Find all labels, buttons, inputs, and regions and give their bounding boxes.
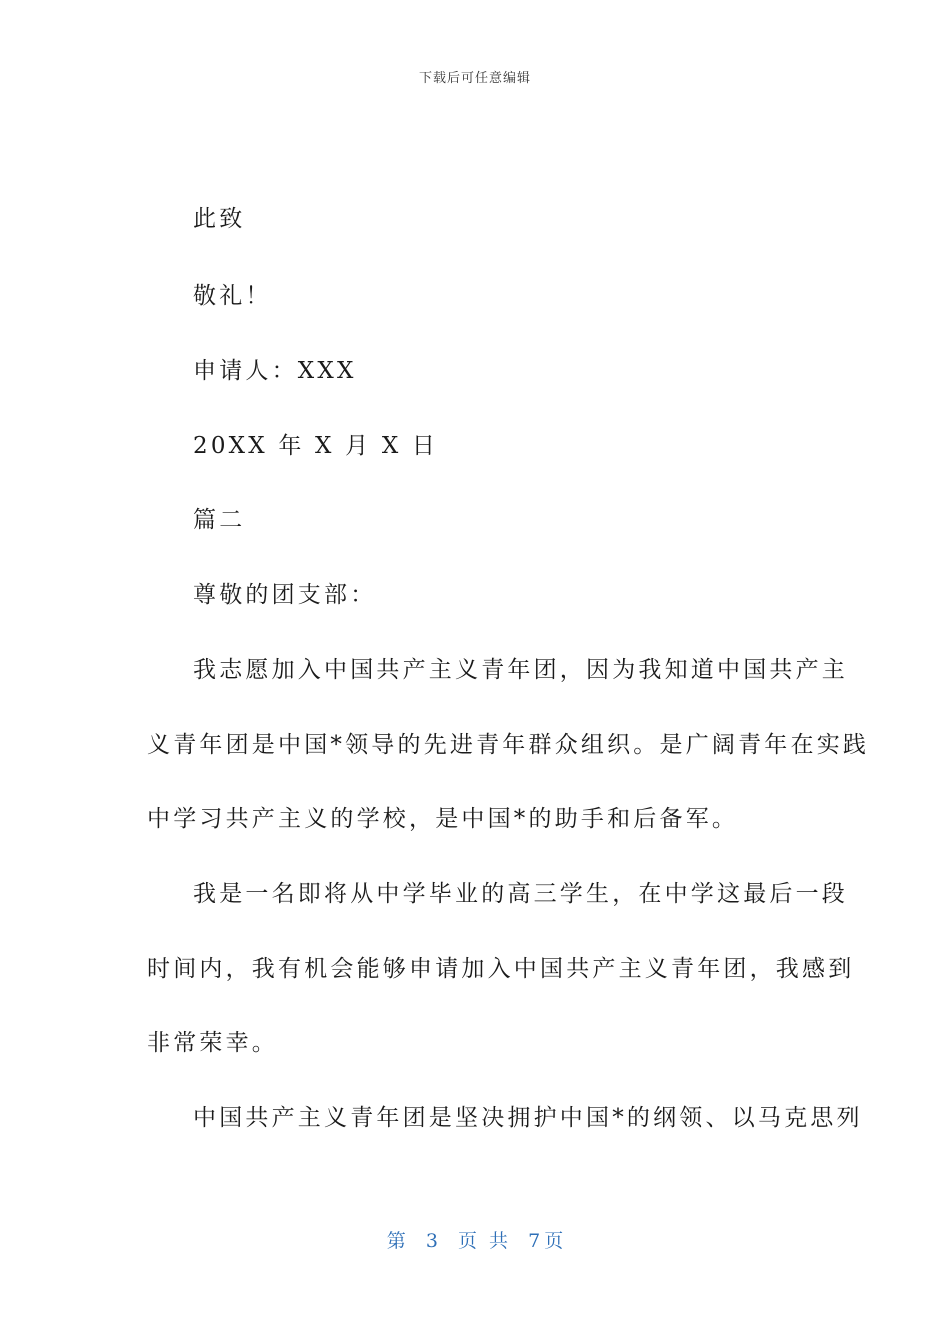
total-pages-number: 7 [528,1230,541,1252]
page-label-suffix: 页 [544,1230,564,1252]
addressee-line: 尊敬的团支部： [193,582,377,608]
page-label-mid: 页 共 [458,1230,509,1252]
current-page-number: 3 [425,1230,438,1252]
page-number-footer [0,1226,950,1253]
section-heading: 篇二 [193,507,246,533]
paragraph-line: 义青年团是中国*领导的先进青年群众组织。是广阔青年在实践 [147,732,870,758]
header-note: 下载后可任意编辑 [418,71,531,86]
paragraph-line: 我志愿加入中国共产主义青年团，因为我知道中国共产主 [193,657,848,683]
page-label-prefix: 第 [386,1230,406,1252]
closing-line: 此致 [193,206,246,232]
paragraph-line: 我是一名即将从中学毕业的高三学生，在中学这最后一段 [193,881,848,907]
paragraph-line: 非常荣幸。 [147,1030,278,1056]
salutation-line: 敬礼！ [193,283,272,309]
paragraph-line: 中国共产主义青年团是坚决拥护中国*的纲领、以马克思列 [193,1105,863,1131]
date-line: 20XX 年 X 月 X 日 [193,433,439,459]
paragraph-line: 中学习共产主义的学校，是中国*的助手和后备军。 [147,806,739,832]
applicant-line: 申请人：XXX [193,358,357,384]
paragraph-line: 时间内，我有机会能够申请加入中国共产主义青年团，我感到 [147,956,855,982]
